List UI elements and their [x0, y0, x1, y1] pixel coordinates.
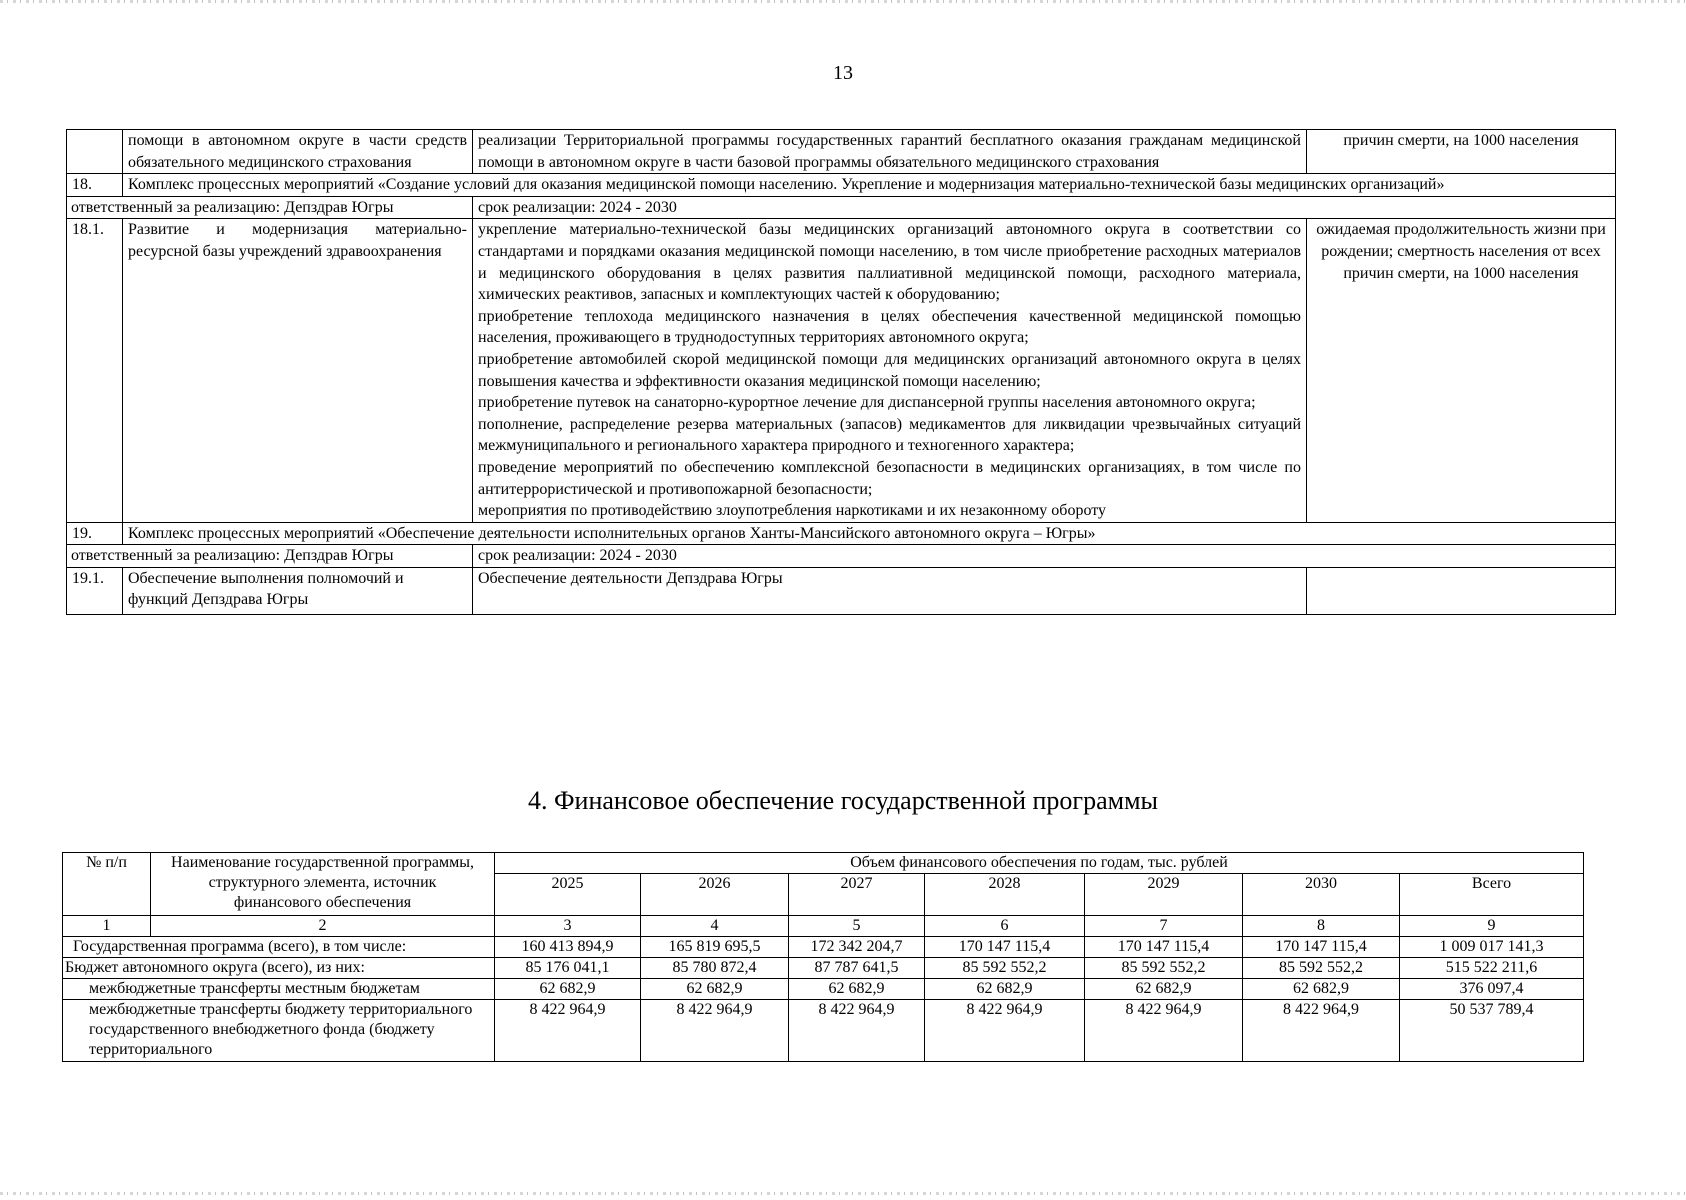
table-row — [63, 979, 1584, 1000]
value-cell: 8 422 964,9 — [495, 1000, 641, 1062]
responsible: ответственный за реализацию: Депздрав Югры — [67, 196, 473, 219]
term: срок реализации: 2024 - 2030 — [473, 545, 1616, 568]
value-cell: 8 422 964,9 — [1243, 1000, 1400, 1062]
measure-name: Обеспечение выполнения полномочий и функций Депздрава Югры — [123, 567, 473, 614]
task-item: приобретение путевок на санаторно-курортное лечение для диспансерной группы населения автономного округа; — [478, 394, 1256, 412]
value-cell: 85 592 552,2 — [1085, 958, 1243, 979]
year-header: 2027 — [789, 874, 925, 916]
value-cell: 85 592 552,2 — [1243, 958, 1400, 979]
value-cell: 8 422 964,9 — [925, 1000, 1085, 1062]
page-number: 13 — [833, 62, 853, 84]
year-header: 2028 — [925, 874, 1085, 916]
task-item: приобретение теплохода медицинского назначения в целях обеспечения качественной медицинской помощью населения, проживающего в труднодоступных территориях автономного округа; — [478, 307, 1301, 347]
column-number: 4 — [641, 916, 789, 937]
total-cell: 50 537 789,4 — [1400, 1000, 1584, 1062]
scan-edge-top — [0, 0, 1686, 3]
measure-name: Развитие и модернизация материально-ресурсной базы учреждений здравоохранения — [123, 219, 473, 522]
row-number: 19. — [67, 522, 123, 545]
value-cell: 62 682,9 — [1243, 979, 1400, 1000]
table-row — [63, 958, 1584, 979]
value-cell: 87 787 641,5 — [789, 958, 925, 979]
value-cell: 62 682,9 — [789, 979, 925, 1000]
year-header: 2029 — [1085, 874, 1243, 916]
measure-indicator — [1307, 567, 1616, 614]
value-cell: 62 682,9 — [495, 979, 641, 1000]
header-volume: Объем финансового обеспечения по годам, тыс. рублей — [495, 853, 1584, 874]
value-cell: 165 819 695,5 — [641, 937, 789, 958]
value-cell: 170 147 115,4 — [1085, 937, 1243, 958]
table-row — [67, 130, 1616, 174]
column-number: 9 — [1400, 916, 1584, 937]
column-number: 6 — [925, 916, 1085, 937]
header-row — [63, 853, 1584, 874]
value-cell: 62 682,9 — [925, 979, 1085, 1000]
column-number: 5 — [789, 916, 925, 937]
measure-indicator: ожидаемая продолжительность жизни при рождении; смертность населения от всех причин смерти, на 1000 населения — [1307, 219, 1616, 522]
total-header: Всего — [1400, 874, 1584, 916]
measure-indicator: причин смерти, на 1000 населения — [1307, 130, 1616, 174]
source-name: межбюджетные трансферты бюджету территориального государственного внебюджетного фонда (бюджету территориального — [63, 1000, 495, 1062]
task-item: приобретение автомобилей скорой медицинской помощи для медицинских организаций автономного округа в целях повышения качества и эффективности оказания медицинской помощи населению; — [478, 350, 1301, 390]
task-item: пополнение, распределение резерва материальных (запасов) медикаментов для ликвидации чрезвычайных ситуаций межмуниципального и регионального характера природного и техногенного характера; — [478, 415, 1301, 455]
value-cell: 8 422 964,9 — [789, 1000, 925, 1062]
column-number: 2 — [151, 916, 495, 937]
task-item: мероприятия по противодействию злоупотребления наркотиками и их незаконному обороту — [478, 502, 1107, 520]
year-header: 2026 — [641, 874, 789, 916]
term: срок реализации: 2024 - 2030 — [473, 196, 1616, 219]
total-cell: 376 097,4 — [1400, 979, 1584, 1000]
value-cell: 85 780 872,4 — [641, 958, 789, 979]
section-heading: 4. Финансовое обеспечение государственной программы — [527, 786, 1159, 815]
column-number: 7 — [1085, 916, 1243, 937]
column-number: 3 — [495, 916, 641, 937]
table-row — [63, 1000, 1584, 1062]
measures-table — [66, 129, 1616, 615]
task-item: проведение мероприятий по обеспечению комплексной безопасности в медицинских организациях, в том числе по антитеррористической и противопожарной безопасности; — [478, 458, 1301, 498]
value-cell: 62 682,9 — [1085, 979, 1243, 1000]
table-row — [67, 196, 1616, 219]
value-cell: 85 176 041,1 — [495, 958, 641, 979]
measure-tasks: реализации Территориальной программы государственных гарантий бесплатного оказания гражданам медицинской помощи в автономном округе в части базовой программы обязательного медицинского страхования — [473, 130, 1307, 174]
measure-tasks — [473, 219, 1307, 522]
value-cell: 170 147 115,4 — [1243, 937, 1400, 958]
source-name: Государственная программа (всего), в том числе: — [63, 937, 495, 958]
complex-title: Комплекс процессных мероприятий «Создание условий для оказания медицинской помощи населению. Укрепление и модернизация материально-технической базы медицинских организаций» — [123, 174, 1616, 197]
table-row — [67, 522, 1616, 545]
value-cell: 170 147 115,4 — [925, 937, 1085, 958]
table-row — [67, 219, 1616, 522]
year-header: 2030 — [1243, 874, 1400, 916]
measure-name: помощи в автономном округе в части средств обязательного медицинского страхования — [123, 130, 473, 174]
task-item: укрепление материально-технической базы медицинских организаций автономного округа в соответствии со стандартами и порядками оказания медицинской помощи населению, в том числе приобретение расходных материалов и медицинского оборудования в целях развития паллиативной медицинской помощи, расходного материала, химических реактивов, запасных и комплектующих частей к оборудованию; — [478, 221, 1301, 304]
financing-table — [62, 852, 1584, 1062]
table-row — [67, 567, 1616, 614]
table-row — [63, 937, 1584, 958]
row-number: 19.1. — [67, 567, 123, 614]
column-number: 1 — [63, 916, 151, 937]
table-row — [67, 174, 1616, 197]
value-cell: 8 422 964,9 — [641, 1000, 789, 1062]
value-cell: 62 682,9 — [641, 979, 789, 1000]
column-number-row — [63, 916, 1584, 937]
row-number — [67, 130, 123, 174]
value-cell: 172 342 204,7 — [789, 937, 925, 958]
source-name: межбюджетные трансферты местным бюджетам — [63, 979, 495, 1000]
table-row — [67, 545, 1616, 568]
complex-title: Комплекс процессных мероприятий «Обеспечение деятельности исполнительных органов Ханты-Мансийского автономного округа – Югры» — [123, 522, 1616, 545]
header-num: № п/п — [63, 853, 151, 916]
scan-edge-bottom — [0, 1192, 1686, 1195]
row-number: 18. — [67, 174, 123, 197]
total-cell: 1 009 017 141,3 — [1400, 937, 1584, 958]
value-cell: 8 422 964,9 — [1085, 1000, 1243, 1062]
measure-tasks: Обеспечение деятельности Депздрава Югры — [473, 567, 1307, 614]
column-number: 8 — [1243, 916, 1400, 937]
value-cell: 160 413 894,9 — [495, 937, 641, 958]
source-name: Бюджет автономного округа (всего), из них: — [63, 958, 495, 979]
total-cell: 515 522 211,6 — [1400, 958, 1584, 979]
row-number: 18.1. — [67, 219, 123, 522]
responsible: ответственный за реализацию: Депздрав Югры — [67, 545, 473, 568]
header-name: Наименование государственной программы, структурного элемента, источник финансового обеспечения — [151, 853, 495, 916]
value-cell: 85 592 552,2 — [925, 958, 1085, 979]
year-header: 2025 — [495, 874, 641, 916]
